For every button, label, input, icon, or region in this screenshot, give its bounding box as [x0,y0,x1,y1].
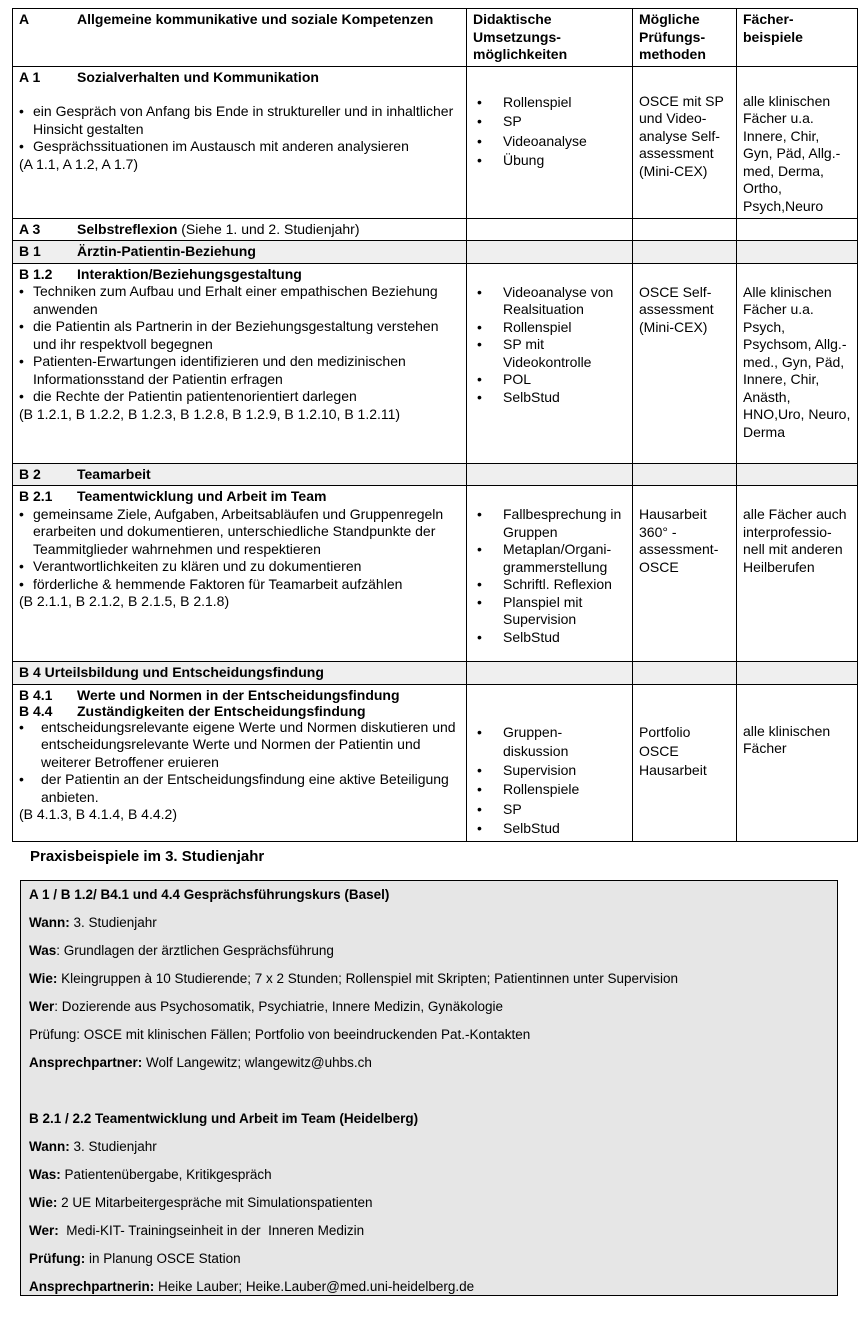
row-code: B 1 [19,243,41,259]
header-competencies: Allgemeine kommunikative und soziale Kompetenzen [77,11,434,27]
row-title: Zuständigkeiten der Entscheidungsfindung [77,702,366,719]
subjects: alle klinischen Fächer [743,722,831,756]
list-item: • SelbStud [473,389,626,407]
row-code: B 1.2 [19,265,53,282]
row-code: A 3 [19,220,41,237]
row-title: Selbstreflexion [77,220,178,237]
label: Was [29,943,57,958]
list-item: • Verantwortlichkeiten zu klären und zu dokumentieren [19,558,460,576]
value: Medi-KIT- Trainingseinheit in der Inneren Medizin [58,1223,365,1238]
row-title: Ärztin-Patientin-Beziehung [77,243,256,259]
header-code: A [19,11,30,27]
list-item: • die Rechte der Patientin patientenorientiert darlegen [19,388,460,406]
value: 2 UE Mitarbeitergespräche mit Simulationspatienten [57,1195,373,1210]
list-item: • die Patientin als Partnerin in der Beziehungsgestaltung verstehen und ihr respektvoll begegnen [19,318,460,353]
table-row [13,218,858,241]
row-code: B 4.4 [19,702,53,719]
header-didactic: Didaktische Umsetzungs-möglichkeiten [467,9,633,67]
table-header [13,9,858,67]
table-row [13,684,858,841]
practice-examples-box [20,880,838,1296]
subjects: alle klinischen Fächer u.a. Innere, Chir, Gyn, Päd, Allg.-med, Derma, Ortho, Psych,Neuro [743,92,841,214]
example-title: B 2.1 / 2.2 Teamentwicklung und Arbeit im Team (Heidelberg) [29,1111,419,1126]
contact-value: Heike Lauber; Heike.Lauber@med.uni-heidelberg.de [154,1279,475,1294]
list-item: • Rollenspiel [473,319,626,337]
row-title: B 4 Urteilsbildung und Entscheidungsfindung [13,662,467,685]
list-item: • Rollenspiel [473,93,626,113]
list-item: • Videoanalyse von Realsituation [473,284,626,319]
label: Was: [29,1167,61,1182]
refs: (B 1.2.1, B 1.2.2, B 1.2.3, B 1.2.8, B 1.2.9, B 1.2.10, B 1.2.11) [19,405,401,422]
row-title: Interaktion/Beziehungsgestaltung [77,265,302,282]
list-item: • der Patientin an der Entscheidungsfindung eine aktive Beteiligung anbieten. [19,771,460,806]
list-item: • Planspiel mit Supervision [473,594,626,629]
row-note: (Siehe 1. und 2. Studienjahr) [177,220,360,237]
row-code: B 4.1 [19,686,53,703]
label: Prüfung: [29,1251,86,1266]
row-title: Teamarbeit [77,465,151,482]
list-item: • entscheidungsrelevante eigene Werte und Normen diskutieren und entscheidungsrelevante Werte und Normen der Patientin und weiterer Betroffener eruieren [19,719,460,772]
subjects: alle Fächer auch interprofessio-nell mit anderen Heilberufen [743,506,847,575]
list-item: • gemeinsame Ziele, Aufgaben, Arbeitsabläufen und Gruppenregeln erarbeiten und dokumentieren, unterschiedliche Standpunkte der Teammitglieder wahrnehmen und respektieren [19,506,460,559]
header-exam: Mögliche Prüfungs-methoden [633,9,737,67]
value: 3. Studienjahr [69,1139,157,1154]
exam-methods: OSCE mit SP und Video-analyse Self-assessment (Mini-CEX) [639,92,724,179]
list-item: • SelbStud [473,629,626,647]
list-item: • Videoanalyse [473,132,626,152]
list-item: • SelbStud [473,819,626,839]
row-code: A 1 [19,68,41,85]
list-item: • ein Gespräch von Anfang bis Ende in struktureller und in inhaltlicher Hinsicht gestalten [19,103,460,138]
refs: (B 2.1.1, B 2.1.2, B 2.1.5, B 2.1.8) [19,593,230,609]
value: 3. Studienjahr [69,915,157,930]
table-row [13,662,858,685]
value: Prüfung: OSCE mit klinischen Fällen; Portfolio von beeindruckenden Pat.-Kontakten [29,1027,531,1042]
list-item: • SP [473,112,626,132]
list-item: • POL [473,371,626,389]
row-code: B 2.1 [19,488,53,504]
value: : Grundlagen der ärztlichen Gesprächsführung [56,943,334,958]
row-code: B 2 [19,465,41,482]
value: in Planung OSCE Station [85,1251,241,1266]
list-item: • Übung [473,151,626,171]
value: : Dozierende aus Psychosomatik, Psychiatrie, Innere Medizin, Gynäkologie [54,999,503,1014]
row-title: Werte und Normen in der Entscheidungsfindung [77,686,400,703]
row-title: Sozialverhalten und Kommunikation [77,68,319,85]
value: Kleingruppen à 10 Studierende; 7 x 2 Stunden; Rollenspiel mit Skripten; Patientinnen unter Supervision [57,971,679,986]
contact-value: Wolf Langewitz; wlangewitz@uhbs.ch [142,1055,372,1070]
section-title: Praxisbeispiele im 3. Studienjahr [30,848,265,865]
table-row [13,486,858,662]
label: Wie: [29,971,58,986]
table-row [13,263,858,463]
list-item: • Techniken zum Aufbau und Erhalt einer empathischen Beziehung anwenden [19,283,460,318]
list-item: • Gruppen-diskussion [473,723,626,761]
competency-table [12,8,858,842]
list-item: • Gesprächssituationen im Austausch mit anderen analysieren [19,138,460,156]
refs: (B 4.1.3, B 4.1.4, B 4.4.2) [19,806,177,822]
label: Wie: [29,1195,58,1210]
label: Wann: [29,1139,70,1154]
table-row [13,66,858,218]
list-item: • Supervision [473,761,626,781]
list-item: • SP [473,800,626,820]
label: Wer [29,999,55,1014]
exam-methods: OSCE Self-assessment (Mini-CEX) [639,283,714,335]
list-item: • Metaplan/Organi-grammerstellung [473,541,626,576]
label: Ansprechpartner: [29,1055,143,1070]
list-item: • förderliche & hemmende Faktoren für Teamarbeit aufzählen [19,576,460,594]
list-item: • Rollenspiele [473,780,626,800]
table-row [13,241,858,264]
list-item: • Patienten-Erwartungen identifizieren und den medizinischen Informationsstand der Patientin erfragen [19,353,460,388]
exam-methods: Hausarbeit 360° - assessment-OSCE [639,506,719,575]
value: Patientenübergabe, Kritikgespräch [60,1167,272,1182]
list-item: • Schriftl. Reflexion [473,576,626,594]
list-item: • SP mit Videokontrolle [473,336,626,371]
label: Wer: [29,1223,59,1238]
label: Ansprechpartnerin: [29,1279,155,1294]
table-row [13,463,858,486]
list-item: • Fallbesprechung in Gruppen [473,506,626,541]
example-title: A 1 / B 1.2/ B4.1 und 4.4 Gesprächsführungskurs (Basel) [29,887,390,902]
exam-methods: Portfolio OSCE Hausarbeit [639,723,707,778]
header-subjects: Fächer-beispiele [737,9,858,67]
label: Wann: [29,915,70,930]
refs: (A 1.1, A 1.2, A 1.7) [19,155,139,172]
subjects: Alle klinischen Fächer u.a. Psych, Psychsom, Allg.-med., Gyn, Päd, Innere, Chir, Anästh, HNO,Uro, Neuro, Derma [743,283,851,440]
row-title: Teamentwicklung und Arbeit im Team [77,488,327,504]
